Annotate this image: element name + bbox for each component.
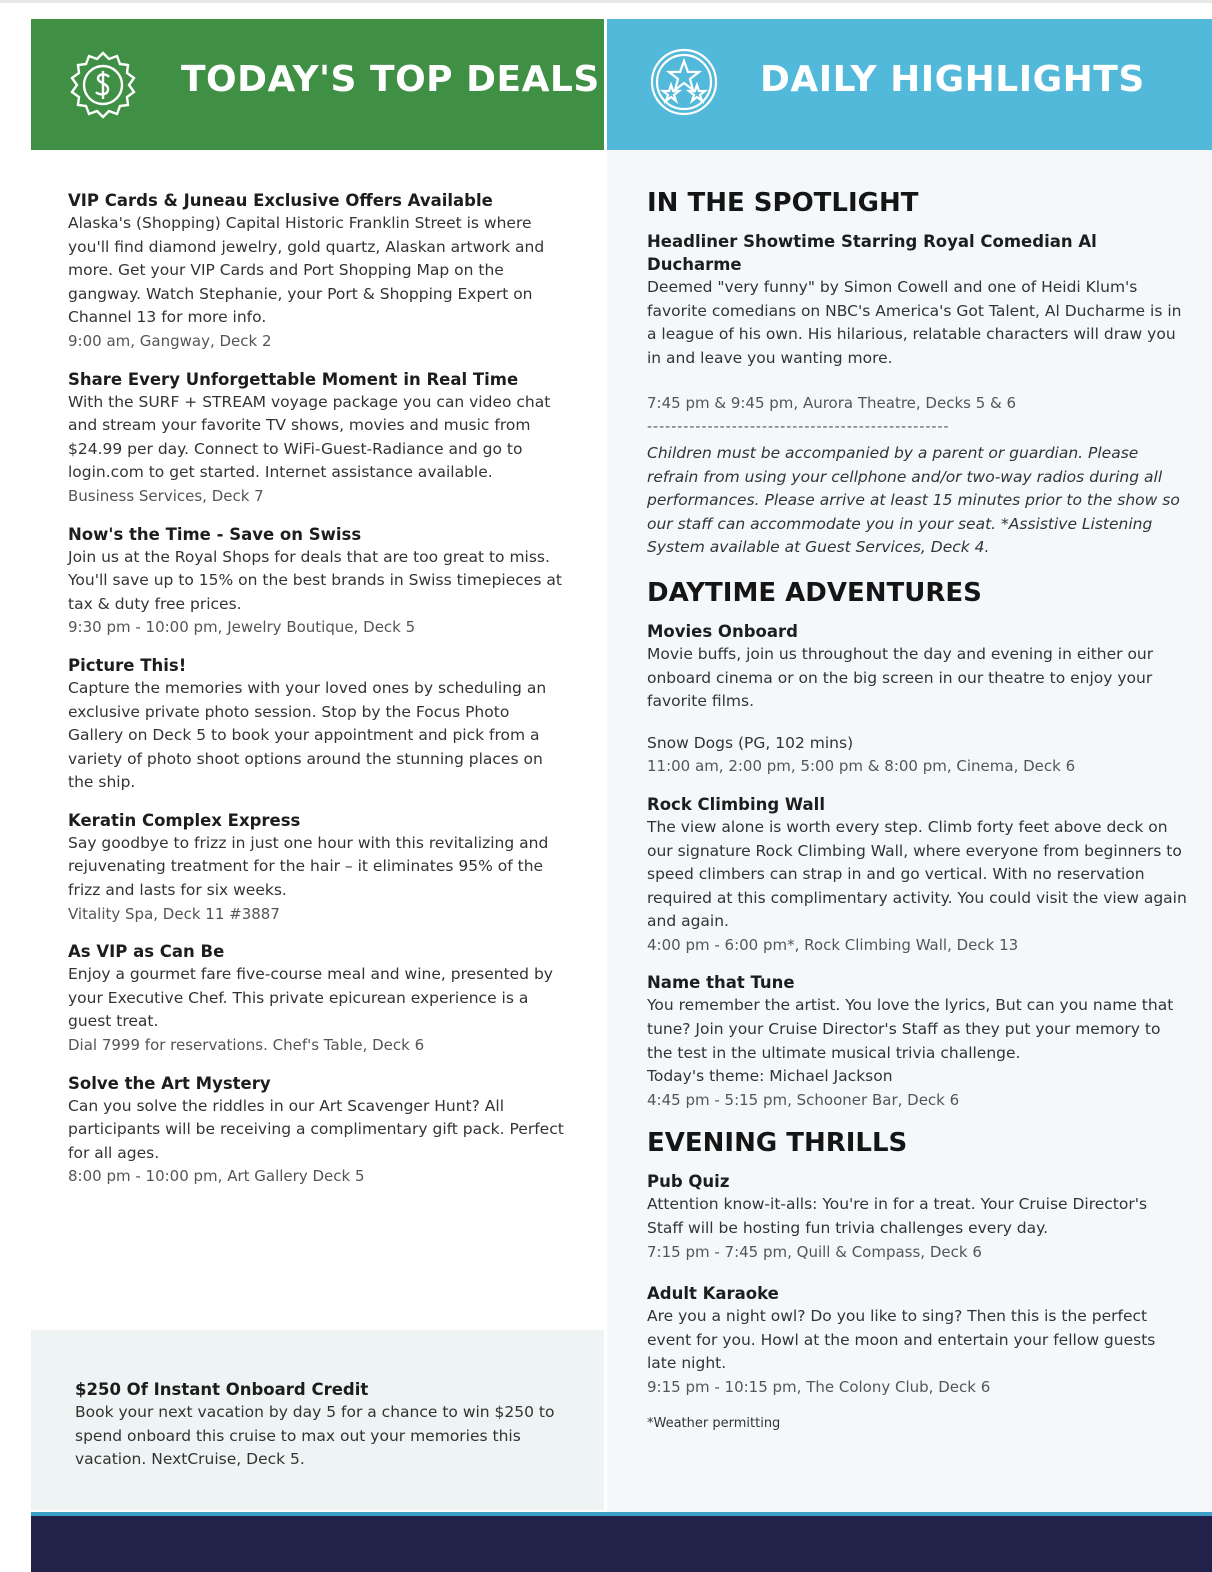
daytime-heading: DAYTIME ADVENTURES <box>647 577 982 608</box>
spotlight-meta: 7:45 pm & 9:45 pm, Aurora Theatre, Decks 5 & 6 <box>647 394 1017 413</box>
deal-meta: Business Services, Deck 7 <box>68 486 264 505</box>
deals-header <box>31 19 604 150</box>
deal-meta: 8:00 pm - 10:00 pm, Art Gallery Deck 5 <box>68 1167 365 1186</box>
deal-title: Share Every Unforgettable Moment in Real Time <box>68 369 519 389</box>
evening-item <box>647 1170 1187 1264</box>
dashed-divider: -------------------------------------------------- <box>647 418 950 435</box>
deal-item <box>68 809 568 926</box>
daytime-body: Movie buffs, join us throughout the day and evening in either our onboard cinema or on the big screen in our theatre to enjoy your favorite films. <box>647 644 1154 711</box>
daytime-meta: 4:45 pm - 5:15 pm, Schooner Bar, Deck 6 <box>647 1090 960 1109</box>
deal-body: Enjoy a gourmet fare five-course meal and wine, presented by your Executive Chef. This private epicurean experience is a guest treat. <box>68 965 553 1031</box>
spotlight-body: Deemed "very funny" by Simon Cowell and one of Heidi Klum's favorite comedians on NBC's America's Got Talent, Al Ducharme is in a league of his own. His hilarious, relatable characters will draw you in and leave you wanting more. <box>647 278 1182 367</box>
deal-meta: 9:00 am, Gangway, Deck 2 <box>68 331 272 350</box>
deals-title: TODAY'S TOP DEALS <box>181 59 600 100</box>
daytime-meta: 4:00 pm - 6:00 pm*, Rock Climbing Wall, Deck 13 <box>647 935 1019 954</box>
highlights-header <box>607 19 1212 150</box>
footer-accent-line <box>31 1512 1212 1516</box>
deal-body: Join us at the Royal Shops for deals that are too great to miss. You'll save up to 15% on the best brands in Swiss timepieces at tax & duty free prices. <box>68 547 562 613</box>
evening-meta: 9:15 pm - 10:15 pm, The Colony Club, Deck 6 <box>647 1378 991 1396</box>
deal-item <box>68 368 568 509</box>
deal-item <box>68 523 568 640</box>
evening-title: Pub Quiz <box>647 1172 730 1192</box>
deal-body: Alaska's (Shopping) Capital Historic Franklin Street is where you'll find diamond jewelry, gold quartz, Alaskan artwork and more. Get your VIP Cards and Port Shopping Map on the gangway. Watch Stephanie, your Port & Shopping Expert on Channel 13 for more info. <box>68 214 545 327</box>
evening-title: Adult Karaoke <box>647 1284 779 1304</box>
daytime-body: You remember the artist. You love the lyrics, But can you name that tune? Join your Cruise Director's Staff as they put your memory to the test in the ultimate musical trivia challenge. <box>647 996 1174 1062</box>
spotlight-item <box>647 230 1187 560</box>
spotlight-heading: IN THE SPOTLIGHT <box>647 188 919 218</box>
evening-meta: 7:15 pm - 7:45 pm, Quill & Compass, Deck 6 <box>647 1242 982 1261</box>
deal-item <box>68 940 568 1057</box>
daytime-title: Name that Tune <box>647 973 795 993</box>
daytime-meta: 11:00 am, 2:00 pm, 5:00 pm & 8:00 pm, Cinema, Deck 6 <box>647 757 1076 776</box>
deal-item <box>68 1072 568 1189</box>
daytime-extra: Snow Dogs (PG, 102 mins) <box>647 733 854 752</box>
daytime-title: Rock Climbing Wall <box>647 794 825 814</box>
daytime-item <box>647 793 1187 958</box>
deal-title: Picture This! <box>68 655 187 675</box>
deal-meta: 9:30 pm - 10:00 pm, Jewelry Boutique, Deck 5 <box>68 618 416 637</box>
deal-title: Now's the Time - Save on Swiss <box>68 524 362 544</box>
deal-body: Capture the memories with your loved ones by scheduling an exclusive private photo session. Stop by the Focus Photo Gallery on Deck 5 to book your appointment and pick from a variety of photo shoot options around the stunning places on the ship. <box>68 678 547 792</box>
spotlight-title: Headliner Showtime Starring Royal Comedian Al Ducharme <box>647 232 1097 274</box>
evening-item <box>647 1282 1187 1399</box>
stars-badge-icon <box>649 47 719 117</box>
deal-meta: Vitality Spa, Deck 11 #3887 <box>68 904 280 923</box>
credit-body: Book your next vacation by day 5 for a chance to win $250 to spend onboard this cruise to max out your memories this vacation. NextCruise, Deck 5. <box>75 1403 555 1469</box>
dollar-badge-icon <box>67 50 139 122</box>
deal-title: Solve the Art Mystery <box>68 1073 271 1093</box>
daytime-body: The view alone is worth every step. Climb forty feet above deck on our signature Rock Climbing Wall, where everyone from beginners to speed climbers can strap in and go vertical. With no reservation required at this complimentary activity. You could visit the view again and again. <box>647 817 1187 931</box>
footer-bar <box>31 1512 1212 1572</box>
evening-body: Are you a night owl? Do you like to sing? Then this is the perfect event for you. Howl at the moon and entertain your fellow guests late night. <box>647 1307 1156 1373</box>
highlights-list <box>647 186 1187 1431</box>
daytime-extra: Today's theme: Michael Jackson <box>647 1067 893 1086</box>
deal-body: With the SURF + STREAM voyage package you can video chat and stream your favorite TV shows, movies and music from $24.99 per day. Connect to WiFi-Guest-Radiance and go to login.com to get started. Internet assistance available. <box>68 392 551 482</box>
deals-list <box>68 189 568 1203</box>
spotlight-notice: Children must be accompanied by a parent or guardian. Please refrain from using your cellphone and/or two-way radios during all performances. Please arrive at least 15 minutes prior to the show so our staff can accommodate you in your seat. *Assistive Listening System available at Guest Services, Deck 4. <box>647 443 1180 557</box>
deal-body: Say goodbye to frizz in just one hour with this revitalizing and rejuvenating treatment for the hair – it eliminates 95% of the frizz and lasts for six weeks. <box>68 833 549 900</box>
deal-meta: Dial 7999 for reservations. Chef's Table, Deck 6 <box>68 1036 425 1055</box>
daytime-title: Movies Onboard <box>647 621 798 641</box>
deal-item <box>68 189 568 354</box>
evening-heading: EVENING THRILLS <box>647 1128 908 1159</box>
deal-item <box>68 654 568 795</box>
credit-title: $250 Of Instant Onboard Credit <box>75 1380 369 1399</box>
deal-title: As VIP as Can Be <box>68 942 225 962</box>
top-edge-line <box>0 0 1212 3</box>
deal-body: Can you solve the riddles in our Art Scavenger Hunt? All participants will be receiving a complimentary gift pack. Perfect for all ages. <box>68 1096 564 1162</box>
daytime-item <box>647 971 1187 1112</box>
evening-body: Attention know-it-alls: You're in for a treat. Your Cruise Director's Staff will be hosting fun trivia challenges every day. <box>647 1195 1148 1238</box>
deal-title: VIP Cards & Juneau Exclusive Offers Available <box>68 191 493 210</box>
highlights-title: DAILY HIGHLIGHTS <box>760 59 1145 100</box>
daytime-item <box>647 620 1187 779</box>
weather-footnote: *Weather permitting <box>647 1415 781 1431</box>
deal-title: Keratin Complex Express <box>68 810 301 830</box>
credit-offer <box>75 1378 575 1472</box>
